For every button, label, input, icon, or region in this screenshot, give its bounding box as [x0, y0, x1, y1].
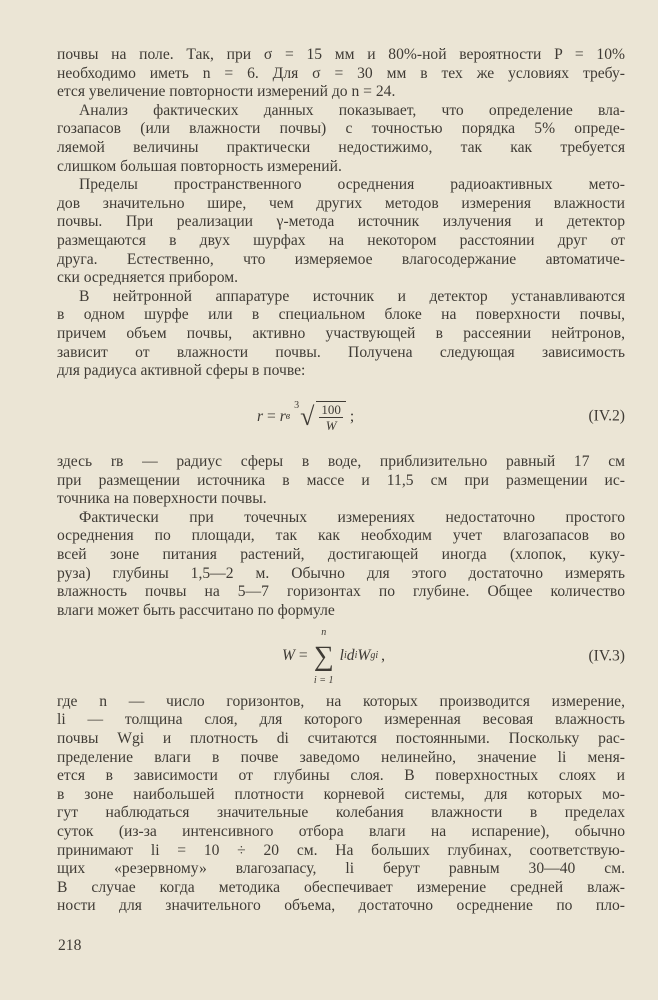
- text-line: размещаются в двух шурфах на некотором расстоянии друг от: [57, 231, 625, 249]
- text-line: гут наблюдаться значительные колебания влажности в пределах: [57, 804, 625, 822]
- formula-lhs: r: [257, 407, 264, 425]
- formula-lhs: W: [282, 647, 295, 665]
- formula-iv-3: [57, 620, 625, 692]
- text-line: пределение влаги в почве заведомо нелинейно, значение li меня-: [57, 748, 625, 766]
- sum-lower-limit: i = 1: [313, 674, 334, 686]
- sum-upper-limit: n: [321, 626, 327, 638]
- text-line: дов значительно шире, чем других методов измерения влажности: [57, 194, 625, 212]
- text-line: принимают li = 10 ÷ 20 см. На больших глубинах, соответствую-: [57, 841, 625, 859]
- formula-punct: ,: [381, 647, 386, 665]
- text-line: зависит от влажности почвы. Получена следующая зависимость: [57, 343, 625, 361]
- text-line: почвы Wgi и плотность di считаются постоянными. Поскольку рас-: [57, 730, 625, 747]
- numerator: 100: [321, 401, 341, 417]
- paragraph: [57, 102, 625, 176]
- radical-sign-icon: √: [300, 401, 315, 431]
- sigma-icon: ∑: [313, 640, 334, 672]
- text-line: руза) глубины 1,5—2 м. Обычно для этого достаточно измерять: [57, 564, 625, 582]
- text-line: осреднения по площади, так как необходим учет влагозапасов во: [57, 527, 625, 545]
- text-line: ски осредняется прибором.: [57, 269, 239, 287]
- text-line: В нейтронной аппаратуре источник и детектор устанавливаются: [79, 287, 625, 305]
- text-line: влаги может быть рассчитано по формуле: [57, 601, 335, 619]
- text-line: причем объем почвы, активно участвующей в рассеянии нейтронов,: [57, 324, 625, 342]
- text-line: Фактически при точечных измерениях недостаточно простого: [79, 508, 625, 526]
- text-line: гозапасов (или влажности почвы) с точностью порядка 5% опреде-: [57, 120, 625, 138]
- page-body: [57, 46, 625, 916]
- term-l-sub: i: [344, 650, 347, 662]
- text-line: в одном шурфе или в специальном блоке на поверхности почвы,: [57, 306, 625, 324]
- denominator: W: [325, 417, 337, 433]
- text-line: при размещении источника в массе и 11,5 см при размещении ис-: [57, 471, 625, 489]
- formula-eq: =: [266, 407, 276, 425]
- text-line: точника на поверхности почвы.: [57, 490, 267, 508]
- cube-root: [294, 400, 346, 434]
- term-d-sub: i: [354, 650, 358, 662]
- formula-iv-2: [57, 381, 625, 453]
- text-line: здесь rв — радиус сферы в воде, приблизительно равный 17 см: [57, 453, 625, 471]
- formula-eq: =: [298, 647, 308, 665]
- term-w: W: [357, 647, 371, 665]
- text-line: ется в зависимости от глубины слоя. В поверхностных слоях и: [57, 767, 625, 785]
- text-line: ности для значительного объема, достаточно осреднение по пло-: [57, 897, 625, 915]
- term-l: l: [339, 647, 345, 665]
- term-w-sub: gi: [370, 650, 379, 662]
- text-line: почвы на поле. Так, при σ = 15 мм и 80%-ной вероятности P = 10%: [57, 46, 625, 63]
- paragraph: [57, 509, 625, 621]
- paragraph: [57, 176, 625, 288]
- paragraph: [57, 453, 625, 509]
- formula-base: r: [279, 407, 286, 425]
- fraction: [316, 401, 346, 433]
- paragraph: [57, 693, 625, 916]
- text-line: слишком большая повторность измерений.: [57, 157, 342, 175]
- text-line: суток (из-за интенсивного отбора влаги на испарение), обычно: [57, 822, 625, 840]
- equation-number: (IV.3): [588, 647, 625, 665]
- paragraph: [57, 288, 625, 381]
- text-line: Анализ фактических данных показывает, что определение вла-: [79, 101, 625, 119]
- text-line: ется увеличение повторности измерений до n = 24.: [57, 83, 396, 101]
- text-line: В случае когда методика обеспечивает измерение средней влаж-: [57, 878, 625, 896]
- term-d: d: [346, 647, 355, 665]
- paragraph: [57, 46, 625, 102]
- text-line: в зоне наибольшей плотности корневой системы, для которых мо-: [57, 785, 625, 803]
- page-number: 218: [58, 937, 82, 954]
- summation: [314, 627, 334, 687]
- formula-body: [282, 620, 385, 692]
- formula-body: [257, 381, 354, 453]
- text-line: где n — число горизонтов, на которых производится измерение,: [57, 692, 625, 710]
- text-line: влажность почвы на 5—7 горизонтах по глубине. Общее количество: [57, 583, 625, 601]
- text-line: почвы. При реализации γ-метода источник излучения и детектор: [57, 213, 625, 231]
- formula-punct: ;: [349, 407, 355, 425]
- text-line: всей зоне питания растений, достигающей иногда (хлопок, куку-: [57, 546, 625, 564]
- text-line: li — толщина слоя, для которого измеренная весовая влажность: [57, 711, 625, 729]
- text-line: ляемой величины практически недостижимо, так как требуется: [57, 138, 625, 156]
- text-line: для радиуса активной сферы в почве:: [57, 362, 306, 380]
- text-line: Пределы пространственного осреднения радиоактивных мето-: [79, 176, 625, 194]
- text-line: друга. Естественно, что измеряемое влагосодержание автоматиче-: [57, 250, 625, 268]
- equation-number: (IV.2): [588, 407, 625, 425]
- text-line: щих «резервному» влагозапасу, li берут равным 30—40 см.: [57, 860, 625, 878]
- text-line: необходимо иметь n = 6. Для σ = 30 мм в тех же условиях требу-: [57, 64, 625, 82]
- root-index: 3: [294, 399, 300, 411]
- formula-base-sub: в: [285, 410, 291, 422]
